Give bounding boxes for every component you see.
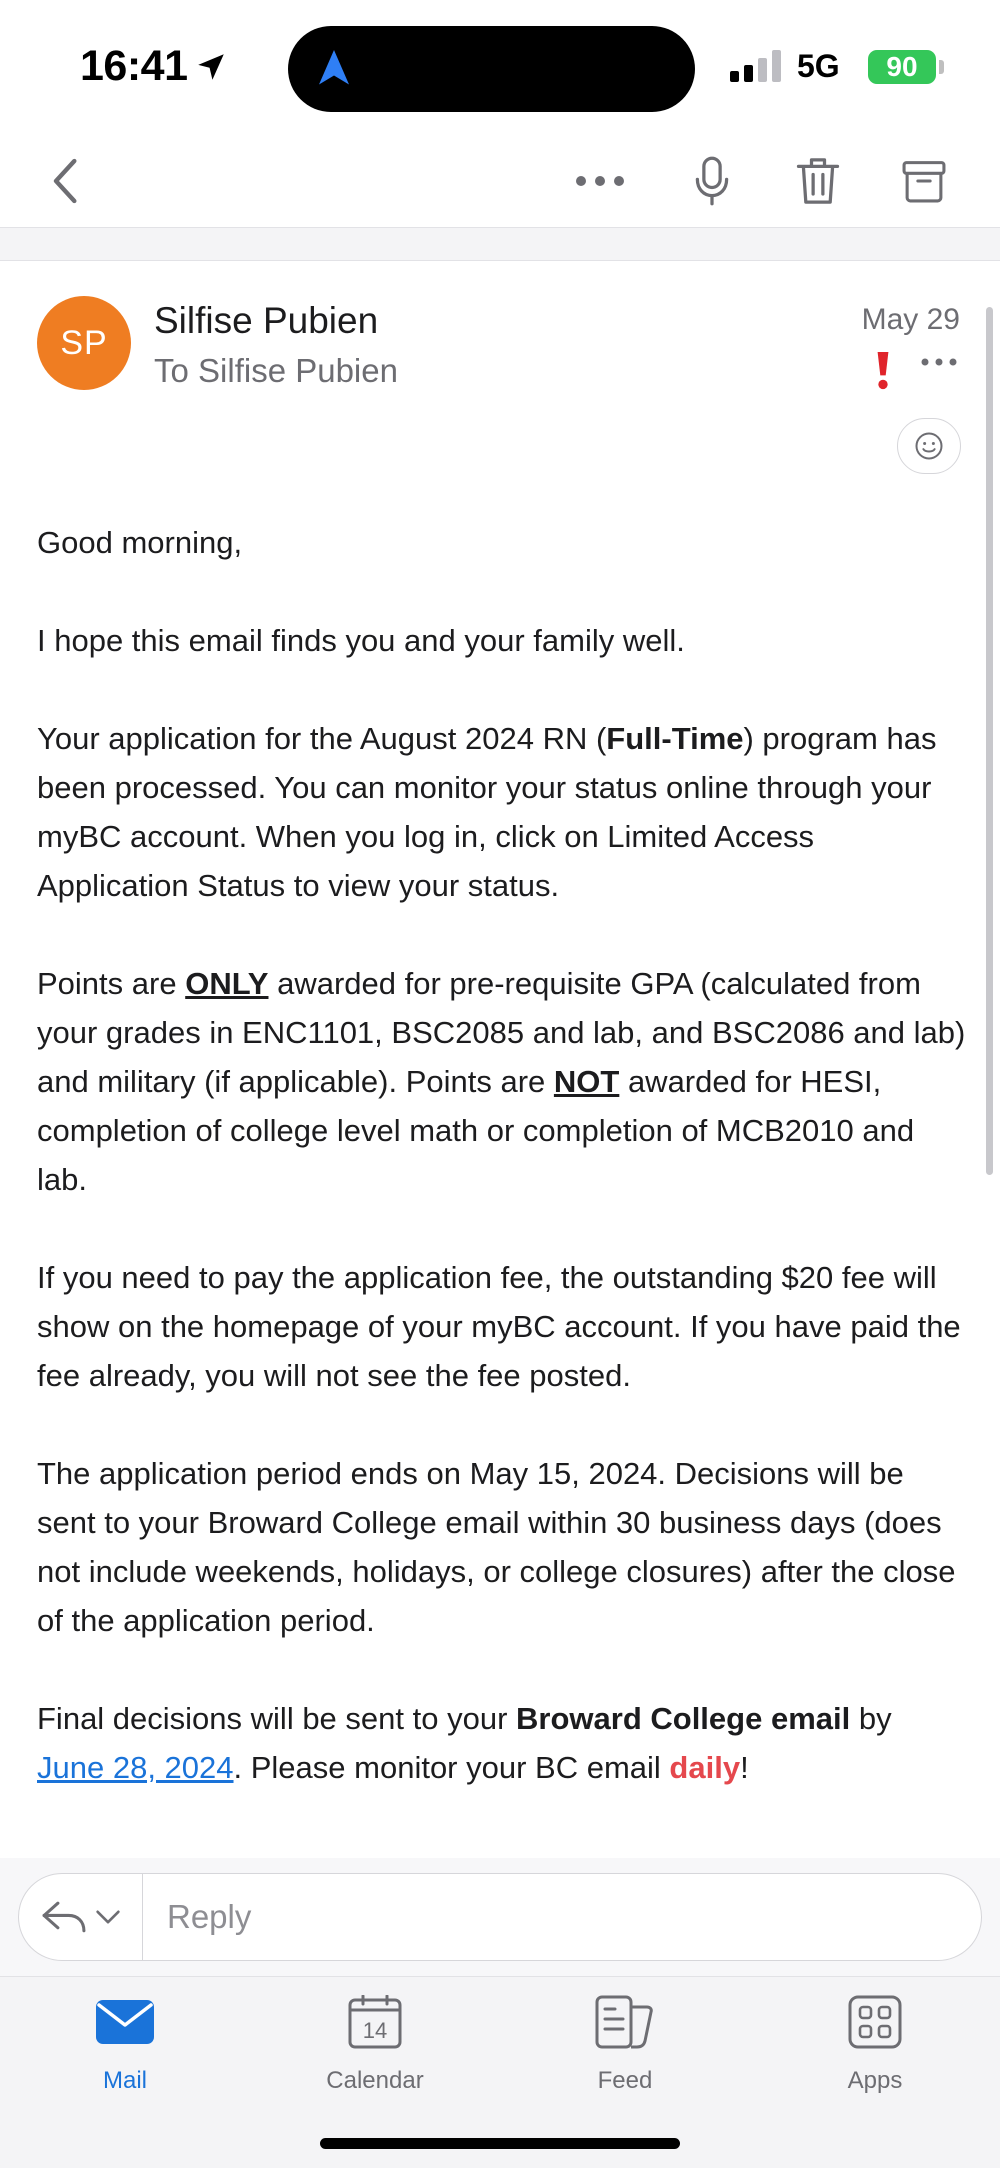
sender-avatar[interactable]: SP: [37, 296, 131, 390]
feed-icon: [595, 1995, 655, 2049]
chevron-down-icon: [95, 1909, 121, 1925]
back-button[interactable]: [36, 151, 96, 211]
reply-input[interactable]: [167, 1874, 947, 1960]
cellular-signal-icon: [730, 50, 782, 82]
add-reaction-button[interactable]: [897, 418, 961, 474]
recipient-line[interactable]: To Silfise Pubien: [154, 352, 398, 389]
toolbar-divider: [0, 227, 1000, 261]
ellipsis-icon: [920, 357, 958, 367]
status-bar: [0, 0, 1000, 135]
body-paragraph: If you need to pay the application fee, the outstanding $20 fee will show on the homepage of your myBC account. If you have paid the fee already, you will not see the fee posted.: [37, 1260, 961, 1393]
archive-icon: [901, 158, 947, 204]
chevron-left-icon: [49, 156, 83, 206]
program-type: Full-Time: [606, 721, 744, 756]
body-paragraph: Final decisions will be sent to your Broward College email by June 28, 2024. Please monitor your BC email daily!: [37, 1701, 892, 1785]
message-more-button[interactable]: [920, 354, 958, 372]
emphasis-not: NOT: [553, 1064, 620, 1099]
tab-label: Feed: [597, 2067, 653, 2094]
archive-button[interactable]: [894, 151, 954, 211]
status-time: 16:41: [80, 42, 188, 90]
tab-apps[interactable]: [785, 1991, 965, 2101]
location-arrow-icon: [194, 50, 228, 84]
emphasis-only: ONLY: [185, 966, 269, 1001]
reply-bar: [18, 1873, 982, 1961]
smiley-icon: [914, 431, 944, 461]
body-paragraph: Your application for the August 2024 RN (Full-Time) program has been processed. You can monitor your status online through your myBC account. When you log in, click on Limited Access Application Status to view your status.: [37, 721, 937, 903]
calendar-icon: [348, 1995, 402, 2049]
reply-options-button[interactable]: [19, 1874, 143, 1960]
tab-calendar[interactable]: [285, 1991, 465, 2101]
more-options-button[interactable]: [570, 151, 630, 211]
microphone-icon: [692, 155, 732, 207]
dynamic-island: [288, 26, 695, 112]
email-date: May 29: [861, 303, 960, 336]
home-indicator: [320, 2138, 680, 2149]
college-email-emphasis: Broward College email: [516, 1701, 851, 1736]
body-paragraph: I hope this email finds you and your family well.: [37, 623, 685, 658]
mail-icon: [96, 2000, 154, 2044]
high-importance-icon: [874, 350, 892, 390]
tab-label: Mail: [102, 2067, 147, 2094]
greeting: Good morning,: [37, 525, 243, 560]
daily-emphasis: daily: [669, 1750, 741, 1785]
email-body: [37, 518, 967, 1841]
battery-indicator: 90: [868, 50, 936, 84]
dictate-button[interactable]: [682, 151, 742, 211]
sender-name[interactable]: Silfise Pubien: [154, 300, 379, 341]
ellipsis-icon: [574, 174, 626, 188]
reply-arrow-icon: [41, 1900, 87, 1934]
tab-label: Calendar: [326, 2067, 424, 2094]
tab-mail[interactable]: [35, 1991, 215, 2101]
network-label: 5G: [797, 48, 840, 84]
trash-icon: [795, 155, 841, 207]
body-paragraph: Points are ONLY awarded for pre-requisite GPA (calculated from your grades in ENC1101, BSC2085 and lab, and BSC2086 and lab) and military (if applicable). Points are NOT awarded for HESI, completion of college level math or completion of MCB2010 and lab.: [37, 966, 966, 1197]
body-paragraph: The application period ends on May 15, 2024. Decisions will be sent to your Broward College email within 30 business days (does not include weekends, holidays, or college closures) after the close of the application period.: [37, 1456, 956, 1638]
message-toolbar: [0, 135, 1000, 227]
navigation-arrow-icon: [316, 48, 352, 88]
delete-button[interactable]: [788, 151, 848, 211]
tab-feed[interactable]: [535, 1991, 715, 2101]
battery-tip: [939, 60, 944, 74]
scrollbar[interactable]: [986, 307, 993, 1175]
decision-date-link[interactable]: June 28, 2024: [37, 1750, 234, 1785]
apps-grid-icon: [848, 1995, 902, 2049]
tab-label: Apps: [847, 2067, 903, 2094]
calendar-day: 14: [362, 2018, 388, 2043]
